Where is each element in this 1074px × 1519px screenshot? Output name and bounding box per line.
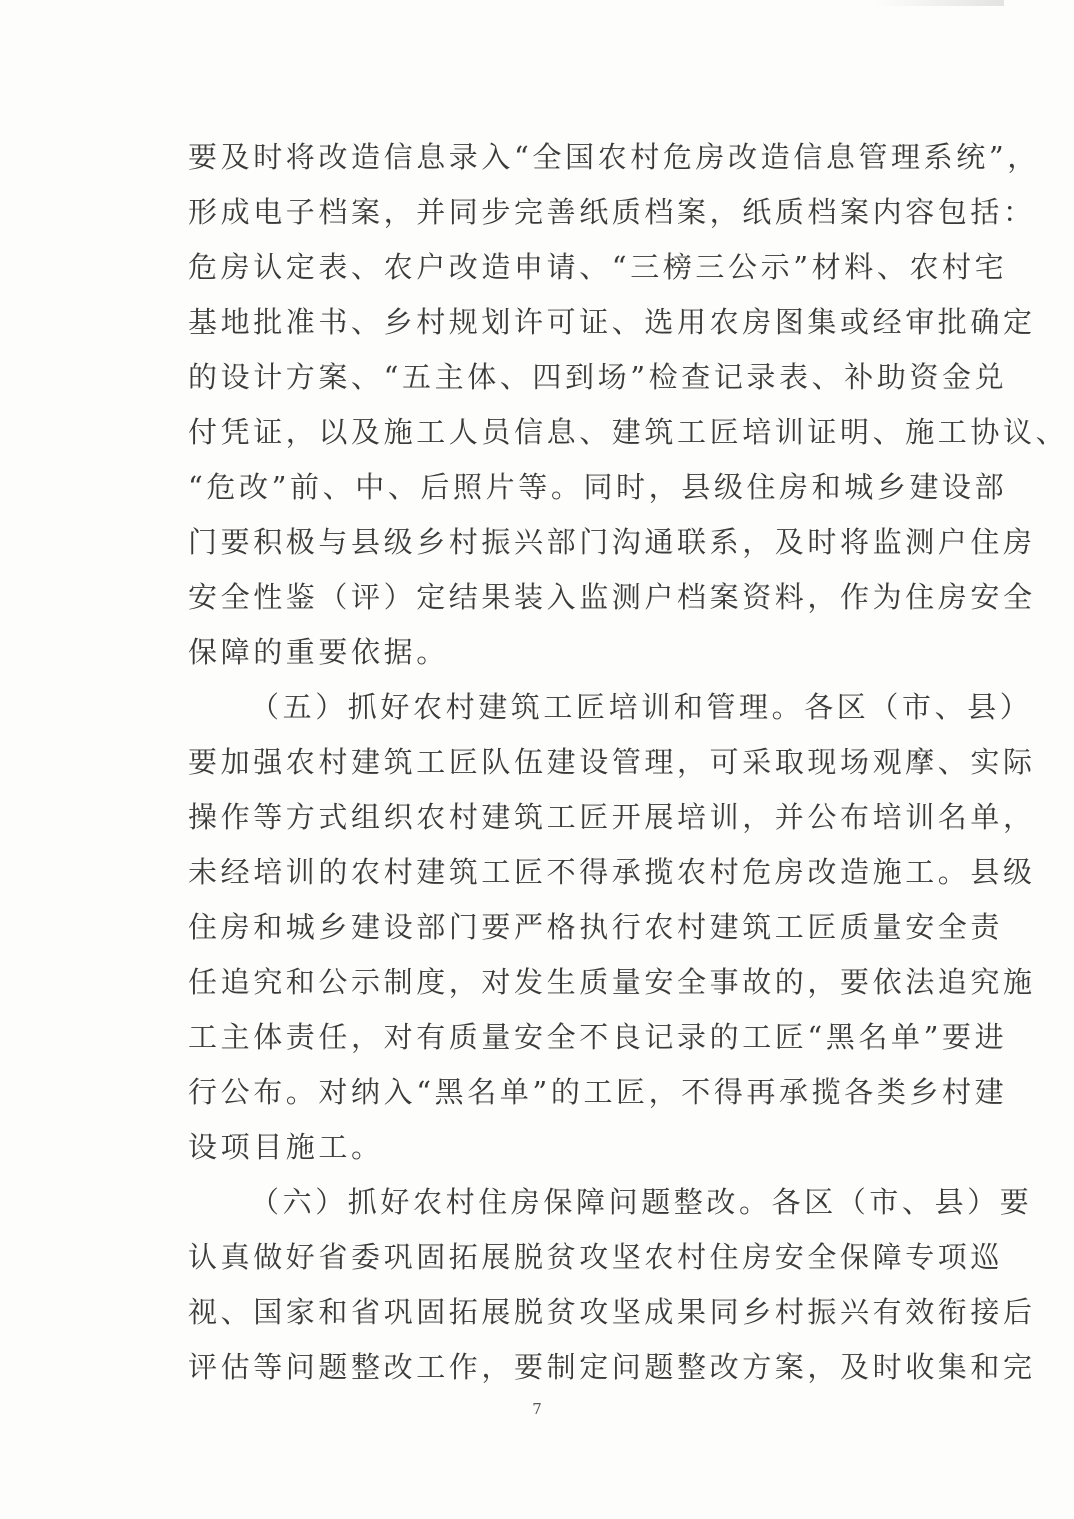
text-line: 评估等问题整改工作，要制定问题整改方案，及时收集和完 — [188, 1350, 1036, 1384]
text-line: 要加强农村建筑工匠队伍建设管理，可采取现场观摩、实际 — [188, 745, 1036, 779]
page-number: 7 — [532, 1400, 542, 1418]
scan-artifact — [874, 0, 1004, 6]
text-line: 的设计方案、“五主体、四到场”检查记录表、补助资金兑 — [188, 360, 1008, 394]
text-line: 基地批准书、乡村规划许可证、选用农房图集或经审批确定 — [188, 305, 1036, 339]
text-line: 住房和城乡建设部门要严格执行农村建筑工匠质量安全责 — [188, 910, 1004, 944]
text-line: 行公布。对纳入“黑名单”的工匠，不得再承揽各类乡村建 — [188, 1075, 1008, 1109]
text-line: 任追究和公示制度，对发生质量安全事故的，要依法追究施 — [188, 965, 1036, 999]
text-line: 安全性鉴（评）定结果装入监测户档案资料，作为住房安全 — [188, 580, 1036, 614]
section-heading-line: （五）抓好农村建筑工匠培训和管理。各区（市、县） — [250, 690, 1033, 724]
text-line: 未经培训的农村建筑工匠不得承揽农村危房改造施工。县级 — [188, 855, 1036, 889]
text-line: 认真做好省委巩固拓展脱贫攻坚农村住房安全保障专项巡 — [188, 1240, 1004, 1274]
text-line: 设项目施工。 — [188, 1130, 384, 1164]
text-line: 视、国家和省巩固拓展脱贫攻坚成果同乡村振兴有效衔接后 — [188, 1295, 1036, 1329]
text-line: 要及时将改造信息录入“全国农村危房改造信息管理系统”， — [188, 140, 1040, 174]
text-line: 形成电子档案，并同步完善纸质档案，纸质档案内容包括： — [188, 195, 1036, 229]
text-line: 保障的重要依据。 — [188, 635, 449, 669]
text-line: 工主体责任，对有质量安全不良记录的工匠“黑名单”要进 — [188, 1020, 1008, 1054]
body-text — [188, 130, 1069, 1395]
section-heading-line: （六）抓好农村住房保障问题整改。各区（市、县）要 — [250, 1185, 1033, 1219]
text-line: 付凭证，以及施工人员信息、建筑工匠培训证明、施工协议、 — [188, 415, 1069, 449]
text-line: 操作等方式组织农村建筑工匠开展培训，并公布培训名单， — [188, 800, 1036, 834]
text-line: 危房认定表、农户改造申请、“三榜三公示”材料、农村宅 — [188, 250, 1008, 284]
text-line: “危改”前、中、后照片等。同时，县级住房和城乡建设部 — [188, 470, 1008, 504]
text-line: 门要积极与县级乡村振兴部门沟通联系，及时将监测户住房 — [188, 525, 1036, 559]
